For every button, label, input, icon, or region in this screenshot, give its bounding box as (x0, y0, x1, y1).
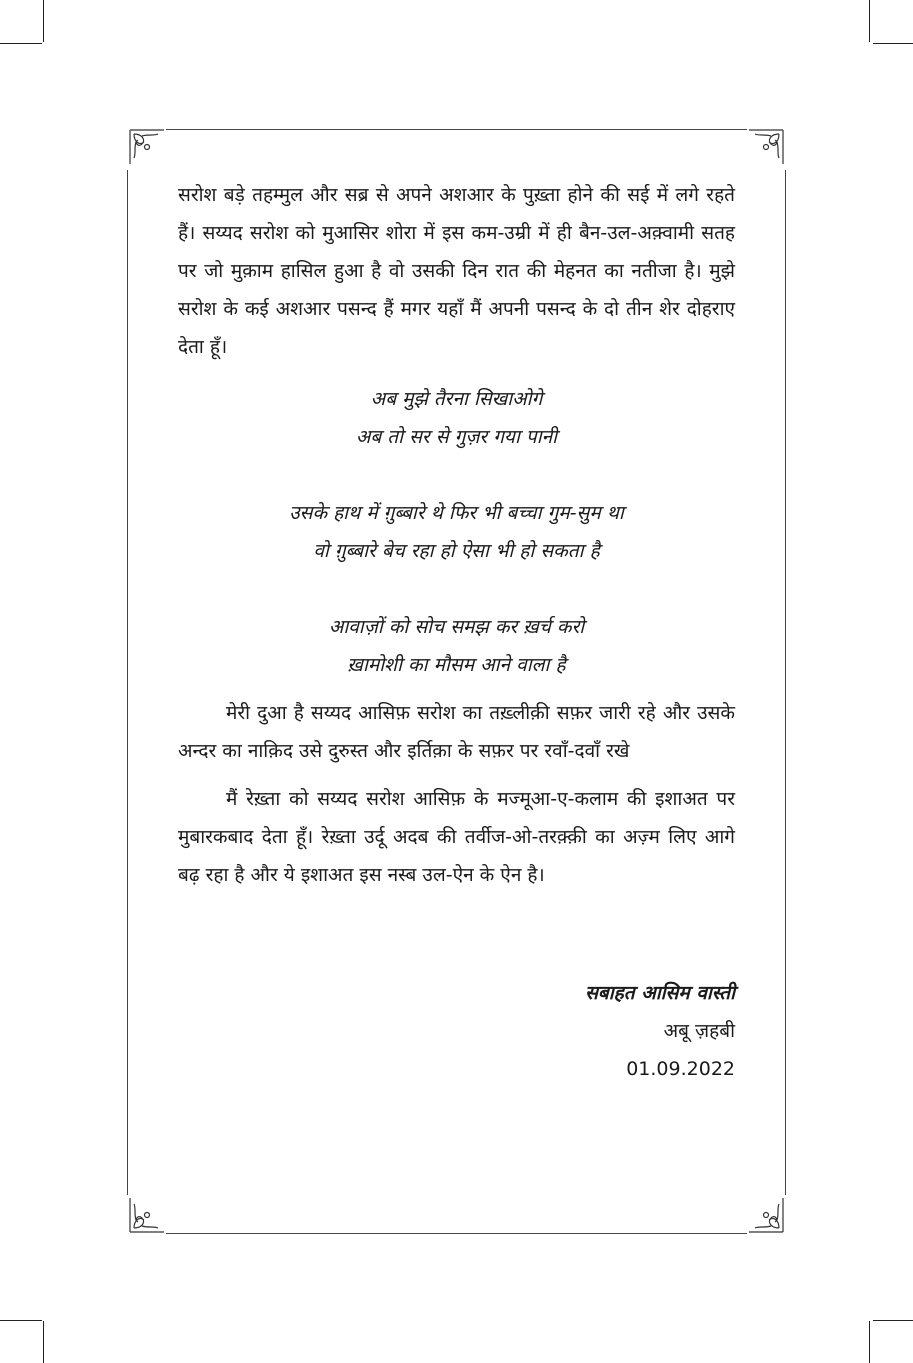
frame-left-border (127, 170, 128, 1195)
couplet-2-line-2: वो ग़ुब्बारे बेच रहा हो ऐसा भी हो सकता है (313, 540, 600, 562)
crop-mark-bottom-right-v (869, 1321, 870, 1363)
paragraph-1: सरोश बड़े तहम्मुल और सब्र से अपने अशआर के पुख़्ता होने की सई में लगे रहते हैं। सय्यद सरोश को मुआसिर शोरा में इस कम-उम्री में ही बैन-उल-अक़्वामी सतह पर जो मुक़ाम हासिल हुआ है वो उसकी दिन रात की मेहनत का नतीजा है। मुझे सरोश के कई अशआर पसन्द हैं मगर यहाँ मैं अपनी पसन्द के दो तीन शेर दोहराए देता हूँ। (178, 184, 735, 358)
crop-mark-bottom-left-h (0, 1320, 42, 1321)
frame-top-border (166, 129, 747, 130)
page-body (178, 176, 735, 894)
couplet-3 (178, 608, 735, 684)
crop-mark-top-right-v (869, 0, 870, 42)
couplet-2-line-1: उसके हाथ में ग़ुब्बारे थे फिर भी बच्चा गुम-सुम था (289, 502, 624, 524)
crop-mark-top-left-h (0, 43, 42, 44)
frame-bottom-border (166, 1233, 747, 1234)
crop-mark-top-left-v (43, 0, 44, 42)
signature-place: अबू ज़हबी (663, 1020, 735, 1042)
floral-corner-bottom-left-icon (128, 1196, 166, 1234)
couplet-3-line-1: आवाज़ों को सोच समझ कर ख़र्च करो (328, 616, 585, 638)
floral-corner-top-left-icon (128, 128, 166, 166)
paragraph-2: मेरी दुआ है सय्यद आसिफ़ सरोश का तख़्लीक़ी सफ़र जारी रहे और उसके अन्दर का नाक़िद उसे दुरुस्त और इर्तिक़ा के सफ़र पर रवाँ-दवाँ रखे (178, 702, 735, 762)
couplet-3-line-2: ख़ामोशी का मौसम आने वाला है (347, 654, 566, 676)
signature-date: 01.09.2022 (626, 1058, 735, 1080)
crop-mark-top-right-h (873, 43, 913, 44)
floral-corner-top-right-icon (747, 128, 785, 166)
signature-name: सबाहत आसिम वास्ती (585, 982, 735, 1004)
paragraph-3: मैं रेख़्ता को सय्यद सरोश आसिफ़ के मज्मूआ-ए-कलाम की इशाअत पर मुबारकबाद देता हूँ। रेख़्ता उर्दू अदब की तर्वीज-ओ-तरक़्क़ी का अज़्म लिए आगे बढ़ रहा है और ये इशाअत इस नस्ब उल-ऐन के ऐन है। (178, 788, 735, 886)
crop-mark-bottom-left-v (43, 1321, 44, 1363)
crop-mark-bottom-right-h (873, 1320, 913, 1321)
couplet-1 (178, 380, 735, 456)
couplet-1-line-1: अब मुझे तैरना सिखाओगे (370, 388, 543, 410)
floral-corner-bottom-right-icon (747, 1196, 785, 1234)
signature-block (585, 974, 735, 1088)
couplet-2 (178, 494, 735, 570)
frame-right-border (785, 170, 786, 1195)
couplet-1-line-2: अब तो सर से गुज़र गया पानी (355, 426, 558, 448)
